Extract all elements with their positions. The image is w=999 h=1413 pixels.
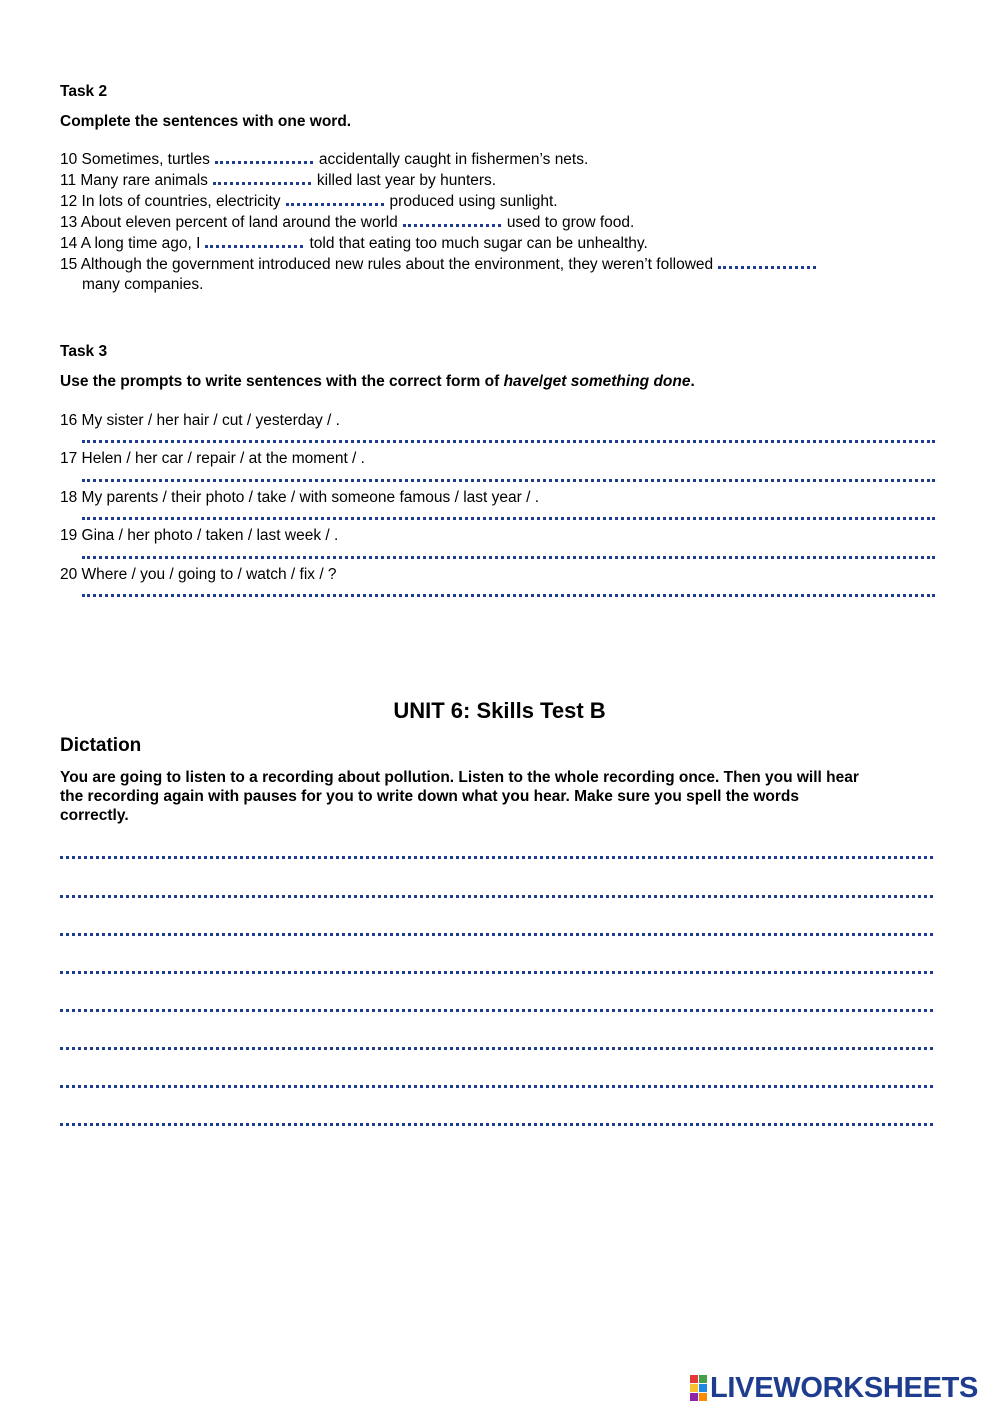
- logo-tile: [699, 1393, 707, 1401]
- answer-line-19[interactable]: [82, 556, 935, 559]
- instruction-slash: /: [538, 373, 544, 390]
- item-text-before: 14 A long time ago, I: [60, 235, 201, 252]
- logo-icon: [690, 1375, 707, 1401]
- answer-line-16[interactable]: [82, 440, 935, 443]
- answer-line-18[interactable]: [82, 517, 935, 520]
- dictation-line-6[interactable]: [60, 1047, 933, 1050]
- instruction-line: correctly.: [60, 807, 129, 824]
- dictation-line-2[interactable]: [60, 895, 933, 898]
- item-text-after: used to grow food.: [506, 214, 635, 231]
- logo-tile: [690, 1384, 698, 1392]
- task2-item-15-continuation: many companies.: [82, 276, 204, 293]
- dictation-line-3[interactable]: [60, 933, 933, 936]
- page-title: UNIT 6: Skills Test B: [393, 698, 606, 723]
- instruction-period: .: [690, 373, 695, 390]
- task3-item-18: 18 My parents / their photo / take / with someone famous / last year / .: [60, 489, 540, 506]
- logo-tile: [699, 1384, 707, 1392]
- task2-instruction: Complete the sentences with one word.: [60, 113, 352, 130]
- answer-line-20[interactable]: [82, 594, 935, 597]
- item-text-before: 13 About eleven percent of land around the world: [60, 214, 398, 231]
- dictation-line-5[interactable]: [60, 1009, 933, 1012]
- answer-blank-13[interactable]: [403, 213, 501, 227]
- answer-blank-15[interactable]: [718, 255, 816, 269]
- task3-instruction: [60, 373, 695, 391]
- instruction-get: get something done: [543, 373, 691, 390]
- dictation-line-1[interactable]: [60, 856, 933, 859]
- dictation-line-7[interactable]: [60, 1085, 933, 1088]
- item-text-after: killed last year by hunters.: [316, 172, 497, 189]
- dictation-instruction: [60, 768, 859, 825]
- dictation-line-4[interactable]: [60, 971, 933, 974]
- task2-item-14: [60, 234, 648, 253]
- task2-item-11: [60, 171, 496, 190]
- answer-blank-10[interactable]: [215, 150, 313, 164]
- item-text-after: told that eating too much sugar can be unhealthy.: [309, 235, 648, 252]
- task2-item-12: [60, 192, 558, 211]
- task3-item-17: 17 Helen / her car / repair / at the moment / .: [60, 450, 365, 467]
- item-text-before: 15 Although the government introduced new rules about the environment, they weren’t followed: [60, 256, 714, 273]
- dictation-line-8[interactable]: [60, 1123, 933, 1126]
- answer-line-17[interactable]: [82, 479, 935, 482]
- item-text-after: accidentally caught in fishermen’s nets.: [318, 151, 589, 168]
- answer-blank-14[interactable]: [205, 234, 303, 248]
- logo-tile: [699, 1375, 707, 1383]
- item-text-before: 10 Sometimes, turtles: [60, 151, 210, 168]
- liveworksheets-logo[interactable]: [690, 1373, 978, 1403]
- logo-tile: [690, 1393, 698, 1401]
- task3-item-16: 16 My sister / her hair / cut / yesterday / .: [60, 412, 340, 429]
- task3-item-20: 20 Where / you / going to / watch / fix / ?: [60, 566, 337, 583]
- answer-blank-12[interactable]: [286, 192, 384, 206]
- dictation-heading: Dictation: [60, 735, 142, 756]
- item-text-after: produced using sunlight.: [389, 193, 558, 210]
- item-text-before: 11 Many rare animals: [60, 172, 208, 189]
- task3-heading: Task 3: [60, 343, 108, 360]
- task2-item-15: [60, 255, 822, 274]
- item-text-before: 12 In lots of countries, electricity: [60, 193, 281, 210]
- instruction-line: the recording again with pauses for you to write down what you hear. Make sure you spell the words: [60, 788, 799, 805]
- instruction-text: Use the prompts to write sentences with the correct form of: [60, 373, 504, 390]
- task2-heading: Task 2: [60, 83, 108, 100]
- task3-item-19: 19 Gina / her photo / taken / last week / .: [60, 527, 339, 544]
- answer-blank-11[interactable]: [213, 171, 311, 185]
- instruction-have: have: [503, 373, 539, 390]
- logo-tile: [690, 1375, 698, 1383]
- task2-item-10: [60, 150, 588, 169]
- instruction-line: You are going to listen to a recording about pollution. Listen to the whole recording once. Then you will hear: [60, 769, 859, 786]
- task2-item-13: [60, 213, 634, 232]
- logo-text: LIVEWORKSHEETS: [710, 1372, 979, 1404]
